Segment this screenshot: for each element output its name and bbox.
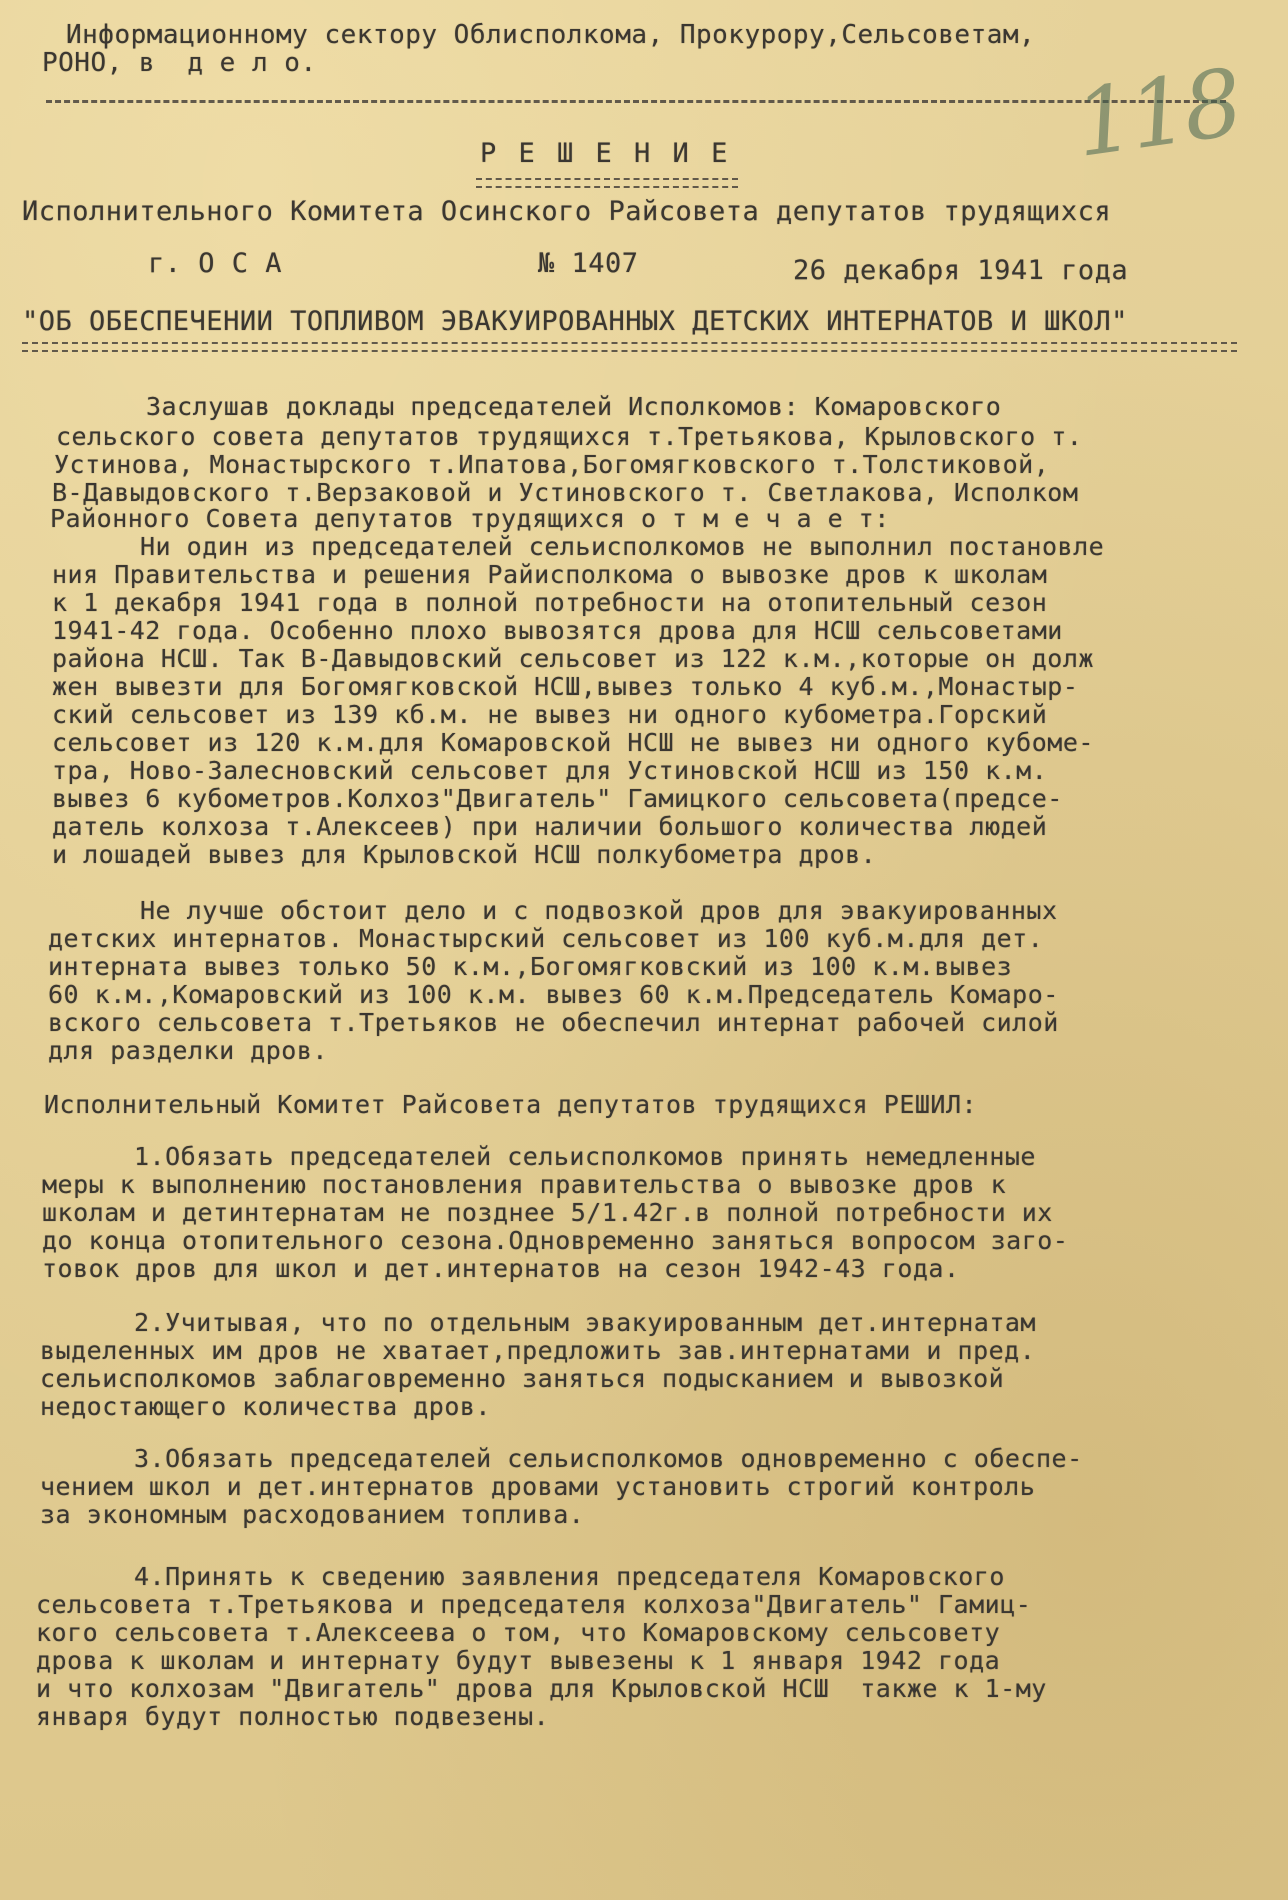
distribution-line-1: Информационному сектору Облисполкома, Прокурору,Сельсоветам,	[66, 20, 1036, 50]
text-line: сельского совета депутатов трудящихся т.Третьякова, Крыловского т.	[56, 422, 1083, 451]
text-line: ния Правительства и решения Райисполкома о вывозке дров к школам	[52, 560, 1048, 589]
text-line: за экономным расходованием топлива.	[40, 1500, 585, 1529]
text-line: 1941-42 года. Особенно плохо вывозятся дрова для НСШ сельсоветами	[52, 616, 1063, 645]
archive-mark: 118	[1068, 49, 1246, 178]
text-line: 4.Принять к сведению заявления председателя Комаровского	[134, 1562, 1005, 1591]
text-line: 1.Обязать председателей сельисполкомов принять немедленные	[134, 1142, 1036, 1171]
text-line: ский сельсовет из 139 кб.м. не вывез ни одного кубометра.Горский	[52, 700, 1048, 729]
text-line: 3.Обязать председателей сельисполкомов одновременно с обеспе-	[134, 1444, 1083, 1473]
text-line: школам и детинтернатам не позднее 5/1.42г.в полной потребности их	[42, 1198, 1053, 1227]
header-separator	[46, 100, 1226, 103]
text-line: кого сельсовета т.Алексеева о том, что Комаровскому сельсовету	[36, 1618, 1001, 1647]
text-line: вывез 6 кубометров.Колхоз"Двигатель" Гамицкого сельсовета(предсе-	[52, 784, 1063, 813]
decision-date: 26 декабря 1941 года	[793, 255, 1129, 286]
text-line: января будут полностью подвезены.	[36, 1702, 550, 1731]
text-line: Ни один из председателей сельисполкомов не выполнил постановле	[140, 532, 1105, 561]
resolved-heading: Исполнительный Комитет Райсовета депутатов трудящихся РЕШИЛ:	[44, 1090, 978, 1119]
text-line: тра, Ново-Залесновский сельсовет для Устиновской НСШ из 150 к.м.	[52, 756, 1048, 785]
text-line: вского сельсовета т.Третьяков не обеспечил интернат рабочей силой	[48, 1008, 1059, 1037]
text-line: к 1 декабря 1941 года в полной потребности на отопительный сезон	[52, 588, 1048, 617]
decision-number: № 1407	[538, 248, 639, 279]
text-line: выделенных им дров не хватает,предложить зав.интернатами и пред.	[40, 1336, 1036, 1365]
text-line: В-Давыдовского т.Верзаковой и Устиновского т. Светлакова, Исполком	[52, 478, 1079, 507]
text-line: Не лучше обстоит дело и с подвозкой дров для эвакуированных	[140, 896, 1058, 925]
decision-title: Р Е Ш Е Н И Е	[480, 138, 731, 169]
text-line: сельсовет из 120 к.м.для Комаровской НСШ не вывез ни одного кубоме-	[52, 728, 1094, 757]
text-line: 60 к.м.,Комаровский из 100 к.м. вывез 60 к.м.Председатель Комаро-	[48, 980, 1059, 1009]
text-line: жен вывезти для Богомягковской НСШ,вывез только 4 куб.м.,Монастыр-	[52, 672, 1079, 701]
text-line: недостающего количества дров.	[40, 1392, 491, 1421]
text-line: дрова к школам и интернату будут вывезены к 1 января 1942 года	[36, 1646, 1001, 1675]
text-line: датель колхоза т.Алексеев) при наличии большого количества людей	[52, 812, 1048, 841]
title-underline	[476, 178, 738, 188]
decision-subject: "ОБ ОБЕСПЕЧЕНИИ ТОПЛИВОМ ЭВАКУИРОВАННЫХ ДЕТСКИХ ИНТЕРНАТОВ И ШКОЛ"	[22, 306, 1128, 337]
text-line: детских интернатов. Монастырский сельсовет из 100 куб.м.для дет.	[48, 924, 1044, 953]
text-line: 2.Учитывая, что по отдельным эвакуированным дет.интернатам	[134, 1308, 1036, 1337]
text-line: до конца отопительного сезона.Одновременно заняться вопросом заго-	[42, 1226, 1069, 1255]
text-line: Устинова, Монастырского т.Ипатова,Богомягковского т.Толстиковой,	[54, 450, 1050, 479]
text-line: меры к выполнению постановления правительства о вывозке дров к	[42, 1170, 1007, 1199]
text-line: товок дров для школ и дет.интернатов на сезон 1942-43 года.	[42, 1254, 960, 1283]
text-line: и что колхозам "Двигатель" дрова для Крыловской НСШ также к 1-му	[36, 1674, 1047, 1703]
text-line: сельисполкомов заблаговременно заняться подысканием и вывозкой	[40, 1364, 1005, 1393]
distribution-line-2: РОНО, в д е л о.	[42, 48, 317, 78]
text-line: района НСШ. Так В-Давыдовский сельсовет из 122 к.м.,которые он долж	[52, 644, 1094, 673]
text-line: для разделки дров.	[48, 1036, 328, 1065]
subject-underline	[22, 342, 1237, 352]
text-line: чением школ и дет.интернатов дровами установить строгий контроль	[40, 1472, 1036, 1501]
text-line: Заслушав доклады председателей Исполкомов: Комаровского	[146, 392, 1002, 421]
text-line: Районного Совета депутатов трудящихся о т м е ч а е т:	[50, 504, 890, 533]
text-line: и лошадей вывез для Крыловской НСШ полкубометра дров.	[52, 840, 877, 869]
issuer-line: Исполнительного Комитета Осинского Райсовета депутатов трудящихся	[22, 196, 1112, 227]
city: г. О С А	[148, 248, 283, 279]
text-line: сельсовета т.Третьякова и председателя колхоза"Двигатель" Гамиц-	[36, 1590, 1032, 1619]
text-line: интерната вывез только 50 к.м.,Богомягковский из 100 к.м.вывез	[48, 952, 1013, 981]
